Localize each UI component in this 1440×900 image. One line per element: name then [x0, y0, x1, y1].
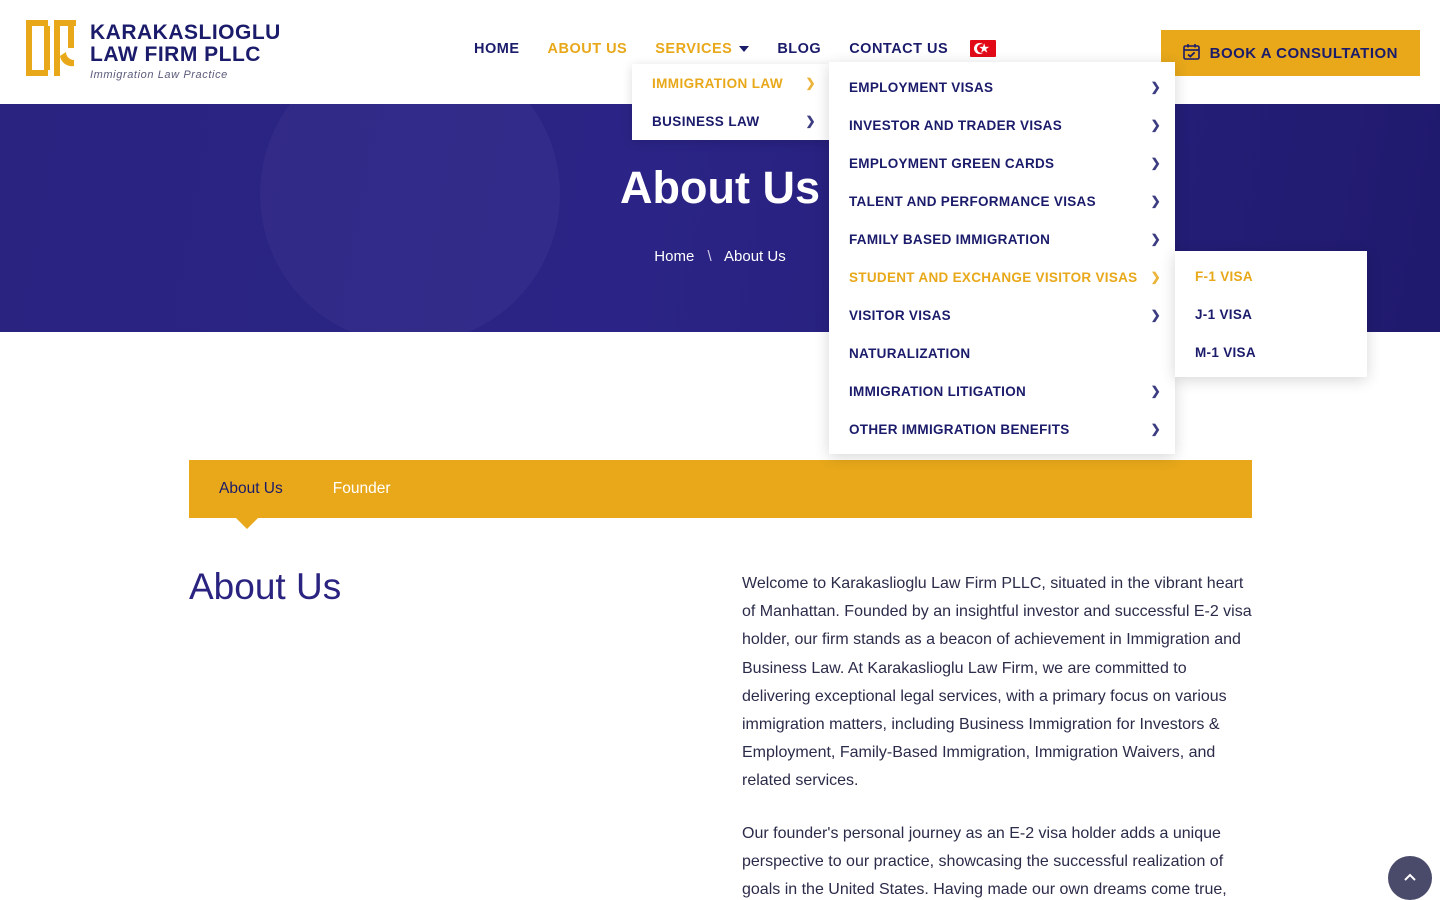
about-us-body: [742, 570, 1256, 900]
menu-item-naturalization[interactable]: [829, 334, 1175, 372]
breadcrumb-separator: \: [707, 248, 712, 265]
chevron-down-icon: [739, 46, 749, 52]
hero-decoration-circle: [260, 104, 560, 332]
about-paragraph-2: Our founder's personal journey as an E-2 visa holder adds a unique perspective to our practice, showcasing the successful realization of goals in the United States. Having made our own dreams come true,: [742, 824, 1227, 899]
menu-item-f1-visa[interactable]: [1175, 257, 1367, 295]
logo-text-line2: LAW FIRM PLLC: [90, 42, 261, 66]
menu-item-immigration-litigation-label: IMMIGRATION LITIGATION: [849, 383, 1027, 399]
chevron-right-icon: ❯: [1150, 80, 1161, 94]
chevron-right-icon: ❯: [1150, 156, 1161, 170]
nav-item-contact-us-label: CONTACT US: [849, 40, 949, 57]
menu-item-employment-visas[interactable]: [829, 68, 1175, 106]
menu-item-employment-green-cards-label: EMPLOYMENT GREEN CARDS: [849, 155, 1055, 171]
menu-item-m1-visa-label: M-1 VISA: [1195, 344, 1256, 360]
menu-item-visitor-visas[interactable]: [829, 296, 1175, 334]
menu-item-student-and-exchange-visitor-visas[interactable]: [829, 258, 1175, 296]
active-tab-indicator: [236, 518, 258, 529]
main-nav: [460, 40, 996, 57]
menu-item-visitor-visas-label: VISITOR VISAS: [849, 307, 951, 323]
chevron-right-icon: ❯: [805, 76, 816, 90]
page-title: About Us: [620, 162, 820, 213]
flag-star: ★: [979, 42, 990, 55]
logo-text-line1: KARAKASLIOGLU: [90, 20, 281, 44]
breadcrumb-home[interactable]: Home: [654, 248, 695, 265]
menu-item-investor-and-trader-visas-label: INVESTOR AND TRADER VISAS: [849, 117, 1063, 133]
tab-about-us-label: About Us: [219, 480, 283, 497]
nav-item-contact-us[interactable]: [835, 41, 962, 57]
menu-item-m1-visa[interactable]: [1175, 333, 1367, 371]
menu-item-f1-visa-label: F-1 VISA: [1195, 268, 1253, 284]
nav-item-about-us[interactable]: [534, 41, 642, 57]
tab-founder-label: Founder: [332, 480, 391, 497]
chevron-right-icon: ❯: [1150, 232, 1161, 246]
chevron-right-icon: ❯: [1150, 194, 1161, 208]
book-consultation-button[interactable]: [1161, 30, 1420, 76]
menu-item-business-law[interactable]: [632, 102, 830, 140]
menu-item-business-law-label: BUSINESS LAW: [652, 113, 760, 129]
site-logo[interactable]: [24, 16, 281, 86]
menu-item-family-based-immigration-label: FAMILY BASED IMMIGRATION: [849, 231, 1051, 247]
section-heading: About Us: [189, 566, 342, 607]
menu-item-employment-visas-label: EMPLOYMENT VISAS: [849, 79, 994, 95]
chevron-right-icon: ❯: [805, 114, 816, 128]
calendar-check-icon: [1183, 43, 1200, 64]
chevron-up-icon: [1402, 870, 1418, 886]
menu-item-employment-green-cards[interactable]: [829, 144, 1175, 182]
menu-item-other-immigration-benefits[interactable]: [829, 410, 1175, 448]
tab-founder[interactable]: [325, 480, 399, 498]
nav-item-home[interactable]: [460, 41, 534, 57]
student-visas-submenu: [1175, 251, 1367, 377]
nav-item-services[interactable]: [641, 41, 763, 57]
menu-item-student-and-exchange-visitor-visas-label: STUDENT AND EXCHANGE VISITOR VISAS: [849, 269, 1138, 285]
chevron-right-icon: ❯: [1150, 384, 1161, 398]
menu-item-immigration-law[interactable]: [632, 64, 830, 102]
nav-item-services-label: SERVICES: [655, 40, 733, 57]
menu-item-immigration-law-label: IMMIGRATION LAW: [652, 75, 783, 91]
nav-item-blog-label: BLOG: [777, 40, 822, 57]
tab-about-us[interactable]: [211, 480, 291, 498]
services-dropdown: [632, 64, 830, 140]
menu-item-investor-and-trader-visas[interactable]: [829, 106, 1175, 144]
book-consultation-label: BOOK A CONSULTATION: [1209, 44, 1398, 62]
turkey-flag-icon[interactable]: [970, 40, 996, 57]
nav-item-about-us-label: ABOUT US: [547, 40, 628, 57]
menu-item-talent-and-performance-visas[interactable]: [829, 182, 1175, 220]
chevron-right-icon: ❯: [1150, 118, 1161, 132]
scroll-to-top-button[interactable]: [1388, 856, 1432, 900]
logo-icon: [24, 16, 78, 86]
chevron-right-icon: ❯: [1150, 308, 1161, 322]
menu-item-talent-and-performance-visas-label: TALENT AND PERFORMANCE VISAS: [849, 193, 1096, 209]
content-tabs: [189, 460, 1252, 518]
logo-tagline: Immigration Law Practice: [90, 68, 228, 81]
menu-item-family-based-immigration[interactable]: [829, 220, 1175, 258]
menu-item-naturalization-label: NATURALIZATION: [849, 345, 971, 361]
nav-item-blog[interactable]: [763, 41, 835, 57]
menu-item-j1-visa[interactable]: [1175, 295, 1367, 333]
about-paragraph-1: Welcome to Karakaslioglu Law Firm PLLC, situated in the vibrant heart of Manhattan. Founded by an insightful investor and successful E-2 visa holder, our firm stands as a beacon of achievement in Immigration and Business Law. At Karakaslioglu Law Firm, we are committed to delivering exceptional legal services, with a primary focus on various immigration matters, including Business Immigration for Investors & Employment, Family-Based Immigration, Immigration Waivers, and related services.: [742, 575, 1252, 790]
menu-item-other-immigration-benefits-label: OTHER IMMIGRATION BENEFITS: [849, 421, 1070, 437]
chevron-right-icon: ❯: [1150, 422, 1161, 436]
chevron-right-icon: ❯: [1150, 270, 1161, 284]
menu-item-immigration-litigation[interactable]: [829, 372, 1175, 410]
nav-item-home-label: HOME: [474, 40, 520, 57]
breadcrumb-current: About Us: [724, 248, 786, 265]
immigration-law-submenu: [829, 62, 1175, 454]
menu-item-j1-visa-label: J-1 VISA: [1195, 306, 1253, 322]
